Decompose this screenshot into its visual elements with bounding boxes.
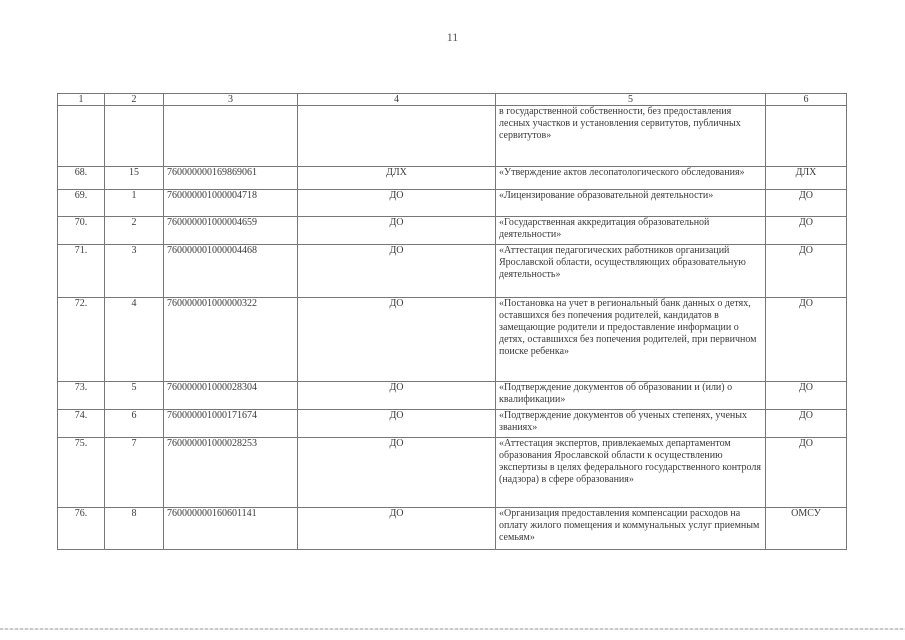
executor: ДО: [766, 298, 847, 382]
service-code: 760000001000000322: [164, 298, 298, 382]
row-number: 68.: [58, 167, 105, 190]
item-number: [105, 106, 164, 167]
responsible-body: ДО: [298, 217, 496, 245]
column-header-5: 5: [496, 94, 766, 106]
table-row: [58, 382, 847, 410]
service-name: «Лицензирование образовательной деятельности»: [496, 190, 766, 217]
service-code: 760000001000004718: [164, 190, 298, 217]
row-number: 69.: [58, 190, 105, 217]
responsible-body: ДО: [298, 190, 496, 217]
item-number: 8: [105, 508, 164, 550]
executor: [766, 106, 847, 167]
row-number: 74.: [58, 410, 105, 438]
service-name: «Утверждение актов лесопатологического обследования»: [496, 167, 766, 190]
item-number: 5: [105, 382, 164, 410]
table-row: [58, 410, 847, 438]
item-number: 3: [105, 245, 164, 298]
table-row-continuation: [58, 106, 847, 167]
service-code: 760000001000171674: [164, 410, 298, 438]
responsible-body: ДЛХ: [298, 167, 496, 190]
item-number: 1: [105, 190, 164, 217]
item-number: 15: [105, 167, 164, 190]
service-name: «Организация предоставления компенсации расходов на оплату жилого помещения и коммунальных услуг приемным семьям»: [496, 508, 766, 550]
service-name: «Аттестация экспертов, привлекаемых департаментом образования Ярославской области к осуществлению экспертизы в целях федерального государственного контроля (надзора) в сфере образования»: [496, 438, 766, 508]
column-header-1: 1: [58, 94, 105, 106]
responsible-body: ДО: [298, 410, 496, 438]
item-number: 4: [105, 298, 164, 382]
row-number: 71.: [58, 245, 105, 298]
table-row: [58, 298, 847, 382]
service-code: 760000000160601141: [164, 508, 298, 550]
service-name: в государственной собственности, без предоставления лесных участков и установления сервитутов, публичных сервитутов»: [496, 106, 766, 167]
service-code: 760000001000028304: [164, 382, 298, 410]
responsible-body: ДО: [298, 438, 496, 508]
responsible-body: ДО: [298, 508, 496, 550]
responsible-body: ДО: [298, 245, 496, 298]
service-name: «Аттестация педагогических работников организаций Ярославской области, осуществляющих образовательную деятельность»: [496, 245, 766, 298]
item-number: 2: [105, 217, 164, 245]
scan-edge-artifact: [0, 628, 905, 630]
executor: ДО: [766, 410, 847, 438]
page-number: 11: [446, 30, 459, 44]
service-name: «Подтверждение документов об ученых степенях, ученых званиях»: [496, 410, 766, 438]
responsible-body: ДО: [298, 298, 496, 382]
service-name: «Государственная аккредитация образовательной деятельности»: [496, 217, 766, 245]
executor: ДО: [766, 217, 847, 245]
row-number: 73.: [58, 382, 105, 410]
column-header-6: 6: [766, 94, 847, 106]
column-header-4: 4: [298, 94, 496, 106]
row-number: 75.: [58, 438, 105, 508]
item-number: 6: [105, 410, 164, 438]
item-number: 7: [105, 438, 164, 508]
executor: ОМСУ: [766, 508, 847, 550]
table-row: [58, 190, 847, 217]
executor: ДО: [766, 245, 847, 298]
column-header-2: 2: [105, 94, 164, 106]
table-row: [58, 217, 847, 245]
responsible-body: ДО: [298, 382, 496, 410]
service-code: 760000001000028253: [164, 438, 298, 508]
table-header-row: [58, 94, 847, 106]
table-row: [58, 438, 847, 508]
table-row: [58, 167, 847, 190]
row-number: 72.: [58, 298, 105, 382]
row-number: [58, 106, 105, 167]
service-code: 760000000169869061: [164, 167, 298, 190]
table-row: [58, 508, 847, 550]
column-header-3: 3: [164, 94, 298, 106]
executor: ДО: [766, 190, 847, 217]
executor: ДО: [766, 438, 847, 508]
executor: ДЛХ: [766, 167, 847, 190]
service-code: 760000001000004659: [164, 217, 298, 245]
service-name: «Подтверждение документов об образовании и (или) о квалификации»: [496, 382, 766, 410]
service-name: «Постановка на учет в региональный банк данных о детях, оставшихся без попечения родителей, кандидатов в замещающие родители и предоставление информации о детях, оставшихся без попечения родителей, при первичном поиске ребенка»: [496, 298, 766, 382]
service-code: 760000001000004468: [164, 245, 298, 298]
table-row: [58, 245, 847, 298]
services-registry-table: [57, 93, 847, 550]
responsible-body: [298, 106, 496, 167]
service-code: [164, 106, 298, 167]
row-number: 70.: [58, 217, 105, 245]
row-number: 76.: [58, 508, 105, 550]
executor: ДО: [766, 382, 847, 410]
